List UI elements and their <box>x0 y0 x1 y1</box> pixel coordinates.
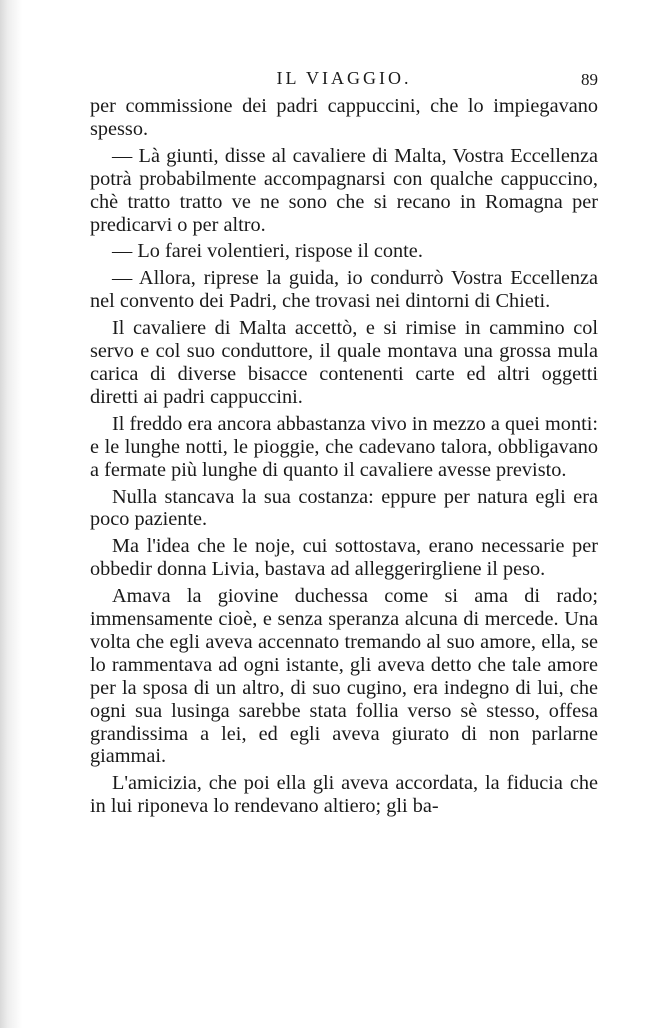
paragraph: Amava la giovine duchessa come si ama di rado; immensamente cioè, e senza speranza alcuna di mercede. Una volta che egli aveva accennato tremando al suo amore, ella, se lo rammentava ad ogni istante, gli aveva detto che tale amore per la sposa di un altro, di suo cugino, era indegno di lui, che ogni sua lusinga sarebbe stata follia verso sè stesso, offesa grandissima a lei, ed egli aveva giurato di non parlarne giammai. <box>90 585 598 768</box>
paragraph: — Là giunti, disse al cavaliere di Malta, Vostra Eccellenza potrà probabilmente accompagnarsi con qualche cappuccino, chè tratto tratto ve ne sono che si recano in Romagna per predicarvi o per altro. <box>90 144 598 236</box>
paragraph: Ma l'idea che le noje, cui sottostava, erano necessarie per obbedir donna Livia, bastava ad alleggerirgliene il peso. <box>90 535 598 581</box>
page-number: 89 <box>581 70 598 89</box>
paragraph: Nulla stancava la sua costanza: eppure per natura egli era poco paziente. <box>90 485 598 531</box>
paragraph: L'amicizia, che poi ella gli aveva accordata, la fiducia che in lui riponeva lo rendevano altiero; gli ba- <box>90 772 598 818</box>
paragraph: — Allora, riprese la guida, io condurrò Vostra Eccellenza nel convento dei Padri, che trovasi nei dintorni di Chieti. <box>90 267 598 313</box>
paragraph: Il freddo era ancora abbastanza vivo in mezzo a quei monti: e le lunghe notti, le pioggie, che cadevano talora, obbligavano a fermate più lunghe di quanto il cavaliere avesse previsto. <box>90 412 598 481</box>
body-text <box>90 95 598 822</box>
paragraph: — Lo farei volentieri, rispose il conte. <box>112 240 423 263</box>
paragraph: per commissione dei padri cappuccini, che lo impiegavano spesso. <box>90 95 598 140</box>
paragraph: Il cavaliere di Malta accettò, e si rimise in cammino col servo e col suo conduttore, il quale montava una grossa mula carica di diverse bisacce contenenti carte ed altri oggetti diretti ai padri cappuccini. <box>90 317 598 408</box>
page-gutter-shadow <box>0 0 22 1028</box>
running-title: IL VIAGGIO. <box>276 68 412 88</box>
page-header <box>90 60 598 100</box>
